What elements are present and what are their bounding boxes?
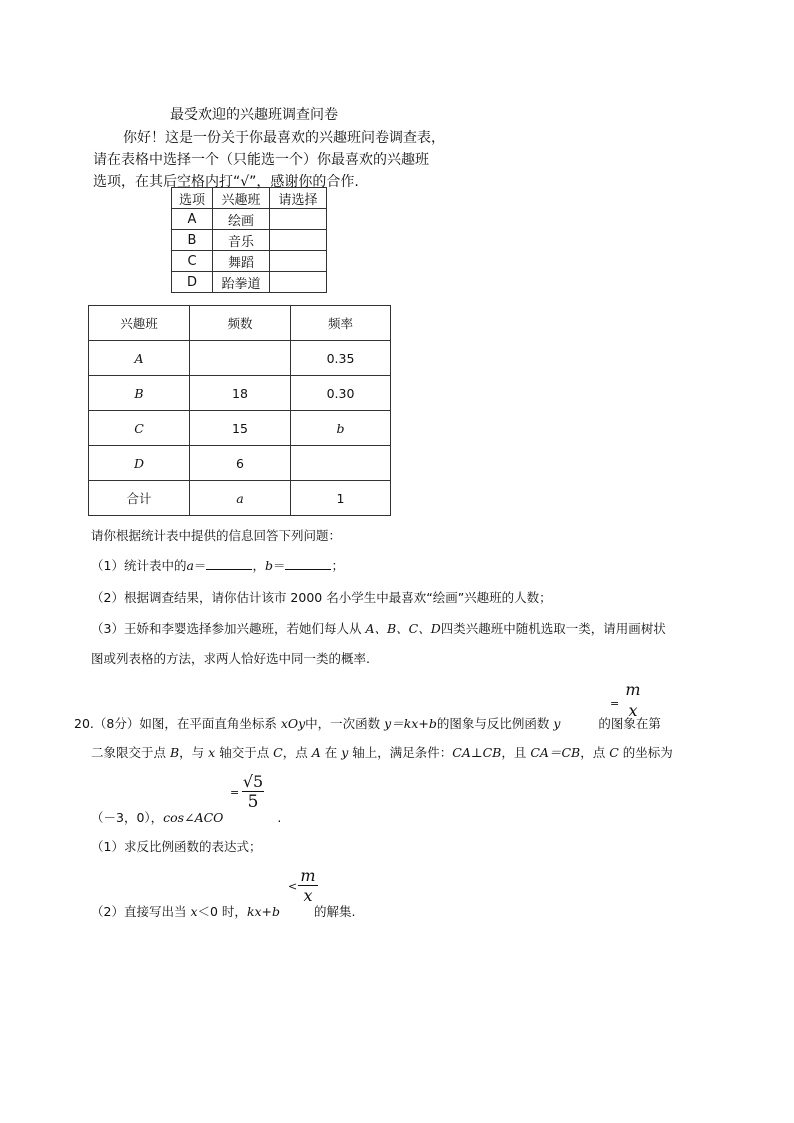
text: ＜0 时， bbox=[197, 904, 247, 919]
answer-blank-b[interactable] bbox=[285, 557, 331, 570]
q20-line2 bbox=[91, 743, 673, 761]
text: 在 bbox=[320, 745, 342, 760]
survey-choice-cell bbox=[270, 251, 327, 272]
table-row bbox=[89, 481, 391, 516]
point-b: B bbox=[169, 745, 180, 760]
table-row bbox=[89, 341, 391, 376]
cos-aco: cos∠ACO bbox=[163, 810, 224, 825]
text: 二象限交于点 bbox=[91, 745, 170, 760]
denominator-x: x bbox=[628, 701, 638, 720]
survey-header-option: 选项 bbox=[172, 188, 213, 209]
equals-sign: = bbox=[610, 697, 620, 710]
text: 轴上，满足条件： bbox=[348, 745, 453, 760]
q19-part1 bbox=[91, 556, 344, 574]
table-row bbox=[172, 230, 327, 251]
fraction-m-over-x-2 bbox=[288, 866, 324, 905]
survey-class: 舞蹈 bbox=[213, 251, 270, 272]
text: （2）直接写出当 bbox=[91, 904, 191, 919]
survey-table bbox=[171, 187, 327, 293]
point-c: C bbox=[273, 745, 283, 760]
text: ，与 bbox=[179, 745, 209, 760]
survey-header-class: 兴趣班 bbox=[213, 188, 270, 209]
var-x: x bbox=[208, 745, 216, 760]
table-row bbox=[89, 376, 391, 411]
denominator-5: 5 bbox=[247, 792, 259, 812]
q20-t3: 的图象在第 bbox=[598, 716, 661, 731]
survey-class: 音乐 bbox=[213, 230, 270, 251]
point-c: C bbox=[609, 745, 619, 760]
stats-rate: 1 bbox=[291, 481, 391, 516]
period: . bbox=[277, 810, 282, 825]
q19-part3-vars: A、B、C、D bbox=[365, 621, 441, 636]
stats-count bbox=[190, 341, 291, 376]
var-a: a bbox=[186, 558, 194, 573]
expr-kxb: kx+b bbox=[246, 904, 281, 919]
equals-sign: ＝ bbox=[193, 558, 207, 573]
stats-count: 18 bbox=[190, 376, 291, 411]
survey-intro-line-1: 你好！这是一份关于你最喜欢的兴趣班问卷调查表， bbox=[123, 130, 445, 146]
q20-sub1: （1）求反比例函数的表达式； bbox=[91, 839, 262, 854]
stats-table bbox=[88, 305, 391, 516]
survey-intro-line-2: 请在表格中选择一个（只能选一个）你最喜欢的兴趣班 bbox=[93, 152, 429, 168]
q20-number: 20.（8分）如图，在平面直角坐标系 bbox=[74, 716, 281, 731]
q20-line1 bbox=[74, 714, 661, 732]
survey-title: 最受欢迎的兴趣班调查问卷 bbox=[170, 107, 338, 123]
denominator-x: x bbox=[303, 886, 313, 905]
point-a: A bbox=[311, 745, 321, 760]
text: 轴交于点 bbox=[215, 745, 274, 760]
survey-class: 跆拳道 bbox=[213, 272, 270, 293]
semicolon: ； bbox=[331, 558, 344, 573]
survey-option: A bbox=[172, 209, 213, 230]
var-b: b bbox=[264, 558, 273, 573]
stats-table-header bbox=[89, 306, 391, 341]
q20-linear: y＝kx+b bbox=[384, 716, 437, 731]
var-x: x bbox=[190, 904, 198, 919]
table-row bbox=[172, 209, 327, 230]
q20-line3 bbox=[91, 808, 281, 826]
survey-class: 绘画 bbox=[213, 209, 270, 230]
stats-class: A bbox=[89, 341, 190, 376]
text: ，点 bbox=[282, 745, 312, 760]
stats-header-rate: 频率 bbox=[291, 306, 391, 341]
less-than-sign: < bbox=[288, 880, 298, 893]
stats-rate: 0.30 bbox=[291, 376, 391, 411]
text: ，且 bbox=[501, 745, 531, 760]
stats-rate: b bbox=[291, 411, 391, 446]
condition-perpendicular: CA⊥CB bbox=[452, 745, 502, 760]
numerator-sqrt5: √5 bbox=[242, 772, 264, 791]
text: 的解集. bbox=[314, 904, 356, 919]
q19-prompt: 请你根据统计表中提供的信息回答下列问题： bbox=[91, 528, 342, 543]
q19-part1-prefix: （1）统计表中的 bbox=[91, 558, 187, 573]
condition-equal: CA＝CB bbox=[530, 745, 581, 760]
q19-part3-line1 bbox=[91, 619, 666, 637]
table-row bbox=[89, 446, 391, 481]
q20-recip-y: y bbox=[553, 716, 561, 731]
survey-choice-cell bbox=[270, 230, 327, 251]
numerator-m: m bbox=[625, 680, 641, 699]
comma: ， bbox=[252, 558, 265, 573]
stats-count: 15 bbox=[190, 411, 291, 446]
survey-option: D bbox=[172, 272, 213, 293]
q19-part3-text1: （3）王娇和李婴选择参加兴趣班，若她们每人从 bbox=[91, 621, 366, 636]
text: 的坐标为 bbox=[618, 745, 673, 760]
stats-header-class: 兴趣班 bbox=[89, 306, 190, 341]
stats-header-count: 频数 bbox=[190, 306, 291, 341]
var-y: y bbox=[341, 745, 349, 760]
stats-class: C bbox=[89, 411, 190, 446]
stats-count: a bbox=[190, 481, 291, 516]
table-row bbox=[172, 251, 327, 272]
stats-rate: 0.35 bbox=[291, 341, 391, 376]
survey-table-header bbox=[172, 188, 327, 209]
survey-choice-cell bbox=[270, 209, 327, 230]
text: ，点 bbox=[580, 745, 610, 760]
equals-sign: ＝ bbox=[272, 558, 286, 573]
survey-option: C bbox=[172, 251, 213, 272]
survey-option: B bbox=[172, 230, 213, 251]
stats-count: 6 bbox=[190, 446, 291, 481]
survey-header-choice: 请选择 bbox=[270, 188, 327, 209]
coordinate: （－3，0）， bbox=[91, 810, 164, 825]
numerator-m: m bbox=[298, 866, 318, 886]
equals-sign: = bbox=[230, 786, 240, 799]
q20-t2: 的图象与反比例函数 bbox=[436, 716, 554, 731]
survey-choice-cell bbox=[270, 272, 327, 293]
q20-sub2 bbox=[91, 902, 356, 920]
fraction-sqrt5-over-5 bbox=[228, 772, 268, 812]
q19-part2: （2）根据调查结果，请你估计该市 2000 名小学生中最喜欢“绘画”兴趣班的人数； bbox=[91, 590, 552, 605]
table-row bbox=[89, 411, 391, 446]
q20-t1: 中，一次函数 bbox=[305, 716, 385, 731]
stats-rate bbox=[291, 446, 391, 481]
table-row bbox=[172, 272, 327, 293]
stats-class: 合计 bbox=[89, 481, 190, 516]
q20-sys: xOy bbox=[280, 716, 306, 731]
q19-part3-line2: 图或列表格的方法，求两人恰好选中同一类的概率. bbox=[91, 651, 370, 666]
q19-part3-text2: 四类兴趣班中随机选取一类，请用画树状 bbox=[440, 621, 666, 636]
survey-intro-line-3: 选项，在其后空格内打“√”，感谢你的合作. bbox=[93, 174, 359, 190]
answer-blank-a[interactable] bbox=[206, 557, 252, 570]
stats-class: B bbox=[89, 376, 190, 411]
stats-class: D bbox=[89, 446, 190, 481]
